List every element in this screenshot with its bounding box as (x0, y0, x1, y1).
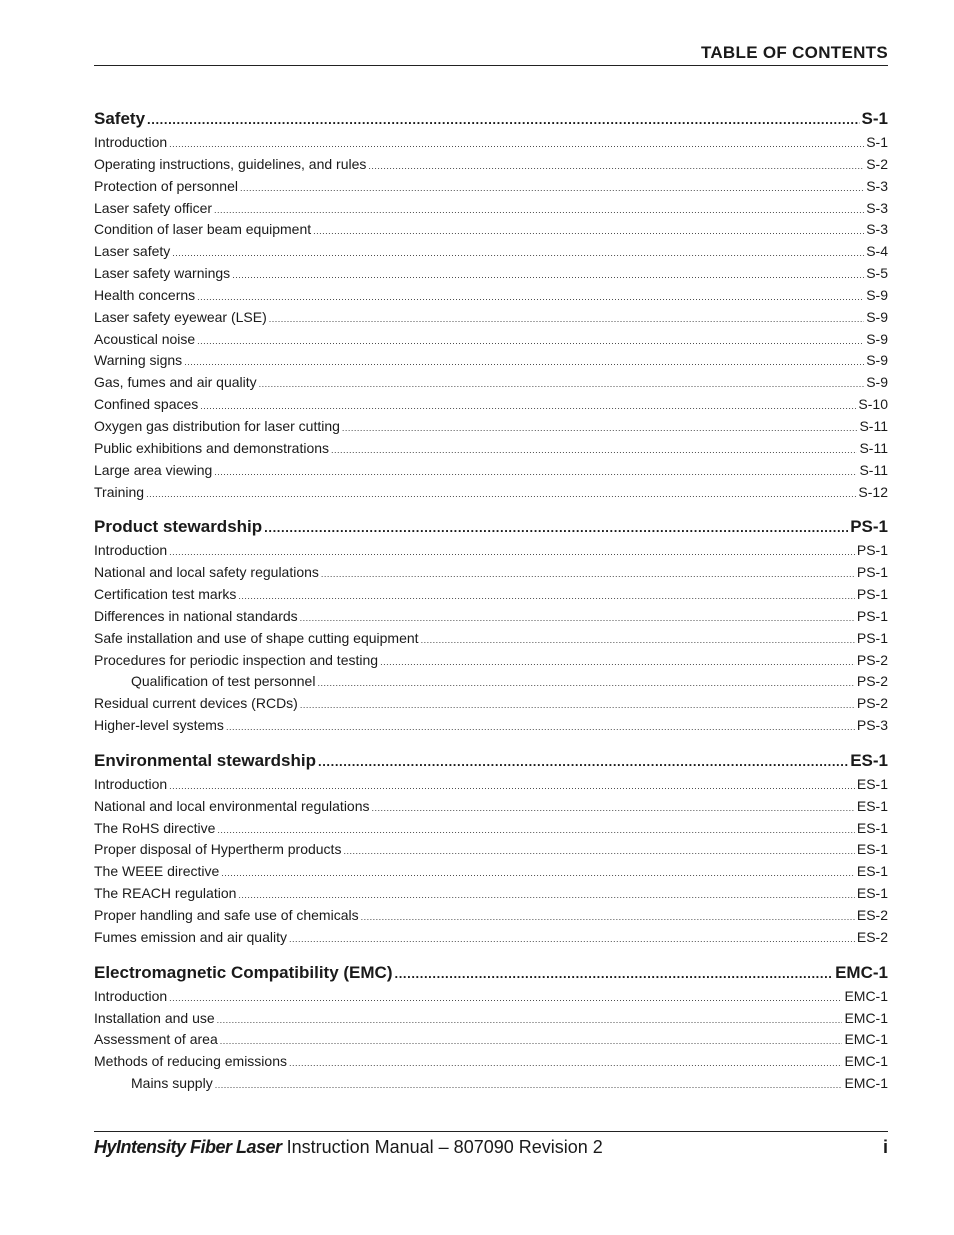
header-divider (94, 65, 888, 66)
toc-section-title: Safety (94, 109, 146, 128)
toc-entry-label: Introduction (94, 134, 168, 150)
table-of-contents (94, 107, 888, 1107)
toc-entry-page: EMC-1 (844, 987, 888, 1004)
toc-dot-leader (361, 907, 855, 929)
toc-dot-leader (331, 440, 857, 462)
toc-entry-page: EMC-1 (844, 1009, 888, 1026)
toc-entry-page: PS-2 (856, 695, 888, 712)
toc-entry-page: EMC-1 (844, 1031, 888, 1048)
toc-entry-page: ES-1 (856, 863, 888, 880)
toc-entry[interactable] (94, 540, 888, 562)
toc-entry-page: S-5 (866, 265, 888, 282)
toc-entry-label: Condition of laser beam equipment (94, 221, 312, 238)
toc-entry[interactable] (94, 438, 888, 460)
toc-dot-leader (169, 776, 855, 798)
toc-subentry[interactable] (94, 671, 888, 693)
toc-entry-page: S-12 (858, 483, 888, 500)
toc-dot-leader (215, 1075, 843, 1097)
toc-dot-leader (289, 929, 855, 951)
toc-entry-page: ES-1 (856, 885, 888, 902)
toc-entry-page: EMC-1 (844, 1075, 888, 1092)
toc-dot-leader (169, 988, 842, 1010)
footer-document-title (94, 1137, 603, 1158)
toc-entry-page: PS-1 (856, 629, 888, 646)
toc-section (94, 749, 888, 949)
toc-dot-leader (217, 820, 854, 842)
toc-dot-leader (289, 1053, 842, 1075)
toc-entry[interactable] (94, 307, 888, 329)
toc-entry-page: S-4 (866, 243, 888, 260)
toc-entry[interactable] (94, 1051, 888, 1073)
toc-entry-label: National and local safety regulations (94, 564, 319, 581)
toc-entry[interactable] (94, 606, 888, 628)
toc-entry-label: Confined spaces (94, 396, 199, 413)
toc-entry-label: Laser safety officer (94, 199, 213, 216)
toc-entry-page: S-11 (859, 461, 888, 478)
toc-dot-leader (172, 243, 864, 265)
toc-dot-leader (217, 1010, 843, 1032)
toc-entry-label: Higher-level systems (94, 717, 224, 734)
toc-entry-label: Operating instructions, guidelines, and rules (94, 155, 367, 172)
toc-entry[interactable] (94, 562, 888, 584)
toc-dot-leader (197, 331, 864, 353)
toc-entry[interactable] (94, 628, 888, 650)
toc-dot-leader (214, 462, 857, 484)
toc-dot-leader (238, 586, 855, 608)
toc-section-page: ES-1 (850, 750, 888, 770)
toc-section-title: Environmental stewardship (94, 750, 316, 770)
toc-dot-leader (169, 542, 855, 564)
toc-dot-leader (300, 695, 855, 717)
toc-entry[interactable] (94, 350, 888, 372)
toc-entry-label: National and local environmental regulations (94, 797, 370, 814)
toc-entry[interactable] (94, 263, 888, 285)
toc-entry[interactable] (94, 927, 888, 949)
toc-entry[interactable] (94, 1008, 888, 1030)
toc-entry-page: S-9 (866, 308, 888, 325)
toc-entry-page: ES-1 (856, 797, 888, 814)
toc-entry[interactable] (94, 715, 888, 737)
toc-entry[interactable] (94, 818, 888, 840)
toc-dot-leader (380, 652, 855, 674)
toc-entry-page: ES-1 (856, 819, 888, 836)
toc-entry[interactable] (94, 693, 888, 715)
toc-section (94, 107, 888, 503)
toc-entry-label: Certification test marks (94, 586, 237, 603)
toc-entry-label: Training (94, 483, 145, 500)
toc-entry-page: S-9 (866, 374, 888, 391)
toc-entry-page: S-9 (866, 352, 888, 369)
toc-dot-leader (421, 630, 855, 652)
toc-dot-leader (169, 134, 864, 156)
toc-entry-page: PS-2 (856, 673, 888, 690)
toc-entry-page: S-9 (866, 330, 888, 347)
toc-entry-page: PS-1 (856, 607, 888, 624)
toc-section-title: Electromagnetic Compatibility (EMC) (94, 962, 393, 982)
toc-dot-leader (226, 717, 855, 739)
toc-section-heading[interactable] (94, 107, 888, 131)
toc-entry-label: Laser safety (94, 243, 171, 260)
toc-dot-leader (146, 484, 856, 506)
toc-entry-label: Protection of personnel (94, 177, 238, 194)
toc-entry[interactable] (94, 219, 888, 241)
toc-dot-leader (313, 221, 864, 243)
toc-entry-label: Residual current devices (RCDs) (94, 695, 298, 712)
toc-section-page: S-1 (861, 109, 888, 128)
toc-section-heading[interactable] (94, 515, 888, 539)
toc-subentry[interactable] (94, 1073, 888, 1095)
toc-entry[interactable] (94, 482, 888, 504)
toc-entry-label: Laser safety eyewear (LSE) (94, 308, 267, 325)
toc-dot-leader (214, 200, 864, 222)
toc-entry[interactable] (94, 883, 888, 905)
toc-dot-leader (184, 352, 864, 374)
toc-entry-label: Oxygen gas distribution for laser cutting (94, 417, 340, 434)
toc-entry[interactable] (94, 905, 888, 927)
toc-entry[interactable] (94, 416, 888, 438)
toc-dot-leader (321, 564, 855, 586)
toc-entry[interactable] (94, 132, 888, 154)
toc-entry-page: PS-2 (856, 651, 888, 668)
toc-entry-label: Proper handling and safe use of chemicals (94, 907, 359, 923)
toc-entry-label: The REACH regulation (94, 885, 237, 902)
toc-section-page: PS-1 (850, 517, 888, 537)
toc-entry-label: Fumes emission and air quality (94, 928, 287, 945)
toc-entry-page: PS-3 (856, 717, 888, 734)
toc-entry-page: ES-2 (856, 907, 888, 923)
toc-dot-leader (197, 287, 864, 309)
toc-entry-label: Introduction (94, 987, 168, 1004)
toc-dot-leader (264, 516, 848, 540)
toc-entry[interactable] (94, 372, 888, 394)
toc-entry-label: The RoHS directive (94, 819, 216, 836)
toc-entry-page: S-11 (859, 439, 888, 456)
toc-dot-leader (317, 673, 854, 695)
toc-dot-leader (200, 396, 856, 418)
toc-entry-label: Differences in national standards (94, 607, 298, 624)
toc-entry-label: Acoustical noise (94, 330, 196, 347)
toc-section (94, 515, 888, 737)
toc-entry[interactable] (94, 774, 888, 796)
toc-entry[interactable] (94, 796, 888, 818)
toc-entry-label: Laser safety warnings (94, 265, 231, 282)
toc-entry-page: S-1 (866, 134, 888, 150)
toc-entry[interactable] (94, 285, 888, 307)
toc-entry-page: S-3 (866, 177, 888, 194)
toc-entry[interactable] (94, 861, 888, 883)
toc-entry-label: Installation and use (94, 1009, 215, 1026)
toc-dot-leader (147, 108, 860, 132)
toc-dot-leader (220, 1031, 843, 1053)
toc-entry[interactable] (94, 154, 888, 176)
page-footer (94, 1137, 888, 1158)
toc-entry-page: PS-1 (856, 586, 888, 603)
toc-dot-leader (394, 962, 833, 986)
toc-entry[interactable] (94, 198, 888, 220)
toc-entry-label: Methods of reducing emissions (94, 1053, 287, 1070)
toc-entry-label: Large area viewing (94, 461, 213, 478)
footer-product-name: HyIntensity Fiber Laser (94, 1137, 282, 1157)
toc-entry-label: Public exhibitions and demonstrations (94, 439, 330, 456)
toc-entry-label: Assessment of area (94, 1031, 218, 1048)
footer-divider (94, 1131, 888, 1132)
toc-entry-label: Mains supply (131, 1075, 213, 1092)
page-header-title: TABLE OF CONTENTS (700, 43, 888, 62)
toc-dot-leader (342, 418, 858, 440)
toc-section-title: Product stewardship (94, 517, 263, 537)
toc-section (94, 961, 888, 1095)
toc-section-heading[interactable] (94, 961, 888, 985)
toc-section-page: EMC-1 (835, 962, 888, 982)
toc-entry-page: ES-2 (856, 928, 888, 945)
toc-entry[interactable] (94, 839, 888, 861)
toc-section-heading[interactable] (94, 749, 888, 773)
toc-entry-page: S-10 (858, 396, 888, 413)
toc-dot-leader (372, 798, 855, 820)
toc-entry-label: Warning signs (94, 352, 183, 369)
toc-entry-label: Gas, fumes and air quality (94, 374, 257, 391)
toc-entry-label: Safe installation and use of shape cutting equipment (94, 629, 419, 646)
toc-entry-label: Introduction (94, 542, 168, 559)
toc-dot-leader (238, 885, 854, 907)
toc-dot-leader (343, 841, 854, 863)
toc-entry-page: S-3 (866, 199, 888, 216)
footer-page-number: i (882, 1137, 888, 1157)
toc-entry[interactable] (94, 176, 888, 198)
toc-entry[interactable] (94, 986, 888, 1008)
toc-entry-page: S-11 (859, 417, 888, 434)
toc-entry-page: EMC-1 (844, 1053, 888, 1070)
toc-entry-page: S-2 (866, 155, 888, 172)
toc-entry[interactable] (94, 584, 888, 606)
toc-entry[interactable] (94, 394, 888, 416)
toc-dot-leader (269, 309, 864, 331)
toc-dot-leader (318, 750, 848, 774)
toc-entry-page: ES-1 (856, 841, 888, 858)
toc-dot-leader (232, 265, 864, 287)
footer-manual-info: Instruction Manual – 807090 Revision 2 (286, 1137, 603, 1157)
toc-entry[interactable] (94, 241, 888, 263)
toc-entry-page: PS-1 (856, 564, 888, 581)
toc-entry-page: S-3 (866, 221, 888, 238)
toc-dot-leader (300, 608, 855, 630)
toc-entry-label: Introduction (94, 775, 168, 792)
toc-dot-leader (240, 178, 864, 200)
toc-entry[interactable] (94, 460, 888, 482)
toc-entry-label: Procedures for periodic inspection and testing (94, 651, 379, 668)
toc-entry-label: Health concerns (94, 286, 196, 303)
toc-entry-label: Qualification of test personnel (131, 673, 316, 690)
toc-entry-label: The WEEE directive (94, 863, 220, 880)
toc-dot-leader (221, 863, 855, 885)
toc-entry[interactable] (94, 329, 888, 351)
toc-entry[interactable] (94, 1029, 888, 1051)
toc-entry-label: Proper disposal of Hypertherm products (94, 841, 342, 858)
toc-entry[interactable] (94, 650, 888, 672)
toc-entry-page: ES-1 (856, 775, 888, 792)
toc-entry-page: S-9 (866, 286, 888, 303)
toc-dot-leader (259, 374, 865, 396)
toc-entry-page: PS-1 (856, 542, 888, 559)
toc-dot-leader (368, 156, 864, 178)
